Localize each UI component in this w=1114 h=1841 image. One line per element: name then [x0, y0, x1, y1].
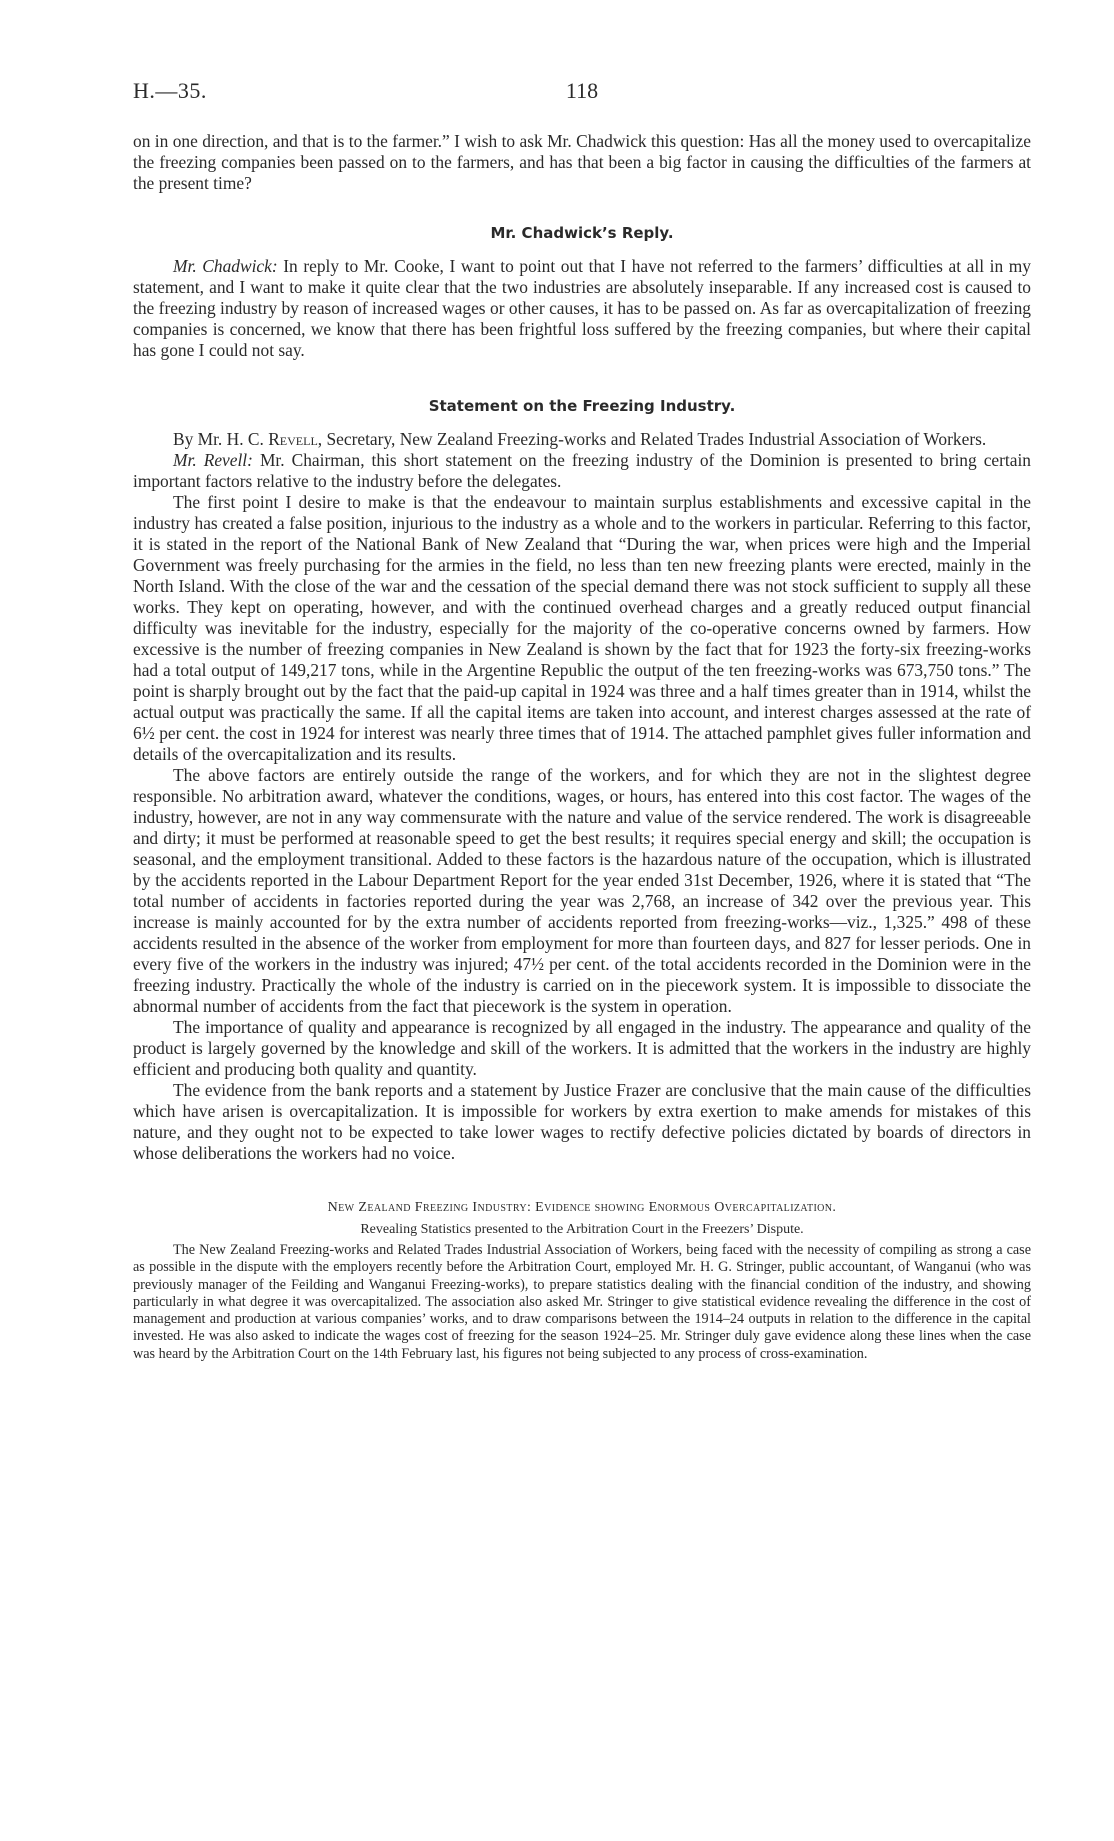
statement-heading: Statement on the Freezing Industry. — [428, 397, 736, 415]
reply-speaker: Mr. Chadwick: — [173, 256, 278, 276]
reply-paragraph — [133, 256, 1031, 361]
intro-paragraph: on in one direction, and that is to the farmer.” I wish to ask Mr. Chadwick this question: Has all the money used to overcapitalize the freezing companies been passed on to the farmers, and has that been a big factor in causing the difficulties of the farmers at the present time? — [133, 131, 1031, 193]
evidence-paragraph: The New Zealand Freezing-works and Related Trades Industrial Association of Workers, being faced with the necessity of compiling as strong a case as possible in the dispute with the employers recently before the Arbitration Court, employed Mr. H. G. Stringer, public accountant, of Wanganui (who was previously manager of the Feilding and Wanganui Freezing-works), to prepare statistics dealing with the financial condition of the industry, and showing particularly in what degree it was overcapitalized. The association also asked Mr. Stringer to give statistical evidence revealing the difference in the cost of management and production at various companies’ works, and to draw comparisons between the 1914–24 outputs in relation to the difference in the capital invested. He was also asked to indicate the wages cost of freezing for the season 1924–25. Mr. Stringer duly gave evidence along these lines when the case was heard by the Arbitration Court on the 14th February last, his figures not being subjected to any process of cross-examination. — [133, 1242, 1031, 1362]
statement-byline — [133, 429, 1031, 450]
byline-name: Revell — [268, 429, 318, 449]
reply-heading: Mr. Chadwick’s Reply. — [490, 224, 674, 242]
page-header — [133, 78, 1031, 108]
byline-suffix: , Secretary, New Zealand Freezing-works and Related Trades Industrial Association of Workers. — [317, 429, 987, 449]
page-content — [133, 131, 1031, 1363]
statement-opening-text: Mr. Chairman, this short statement on the freezing industry of the Dominion is presented to bring certain important factors relative to the industry before the delegates. — [133, 450, 1031, 491]
statement-paragraph: The first point I desire to make is that the endeavour to maintain surplus establishments and excessive capital in the industry has created a false position, injurious to the industry as a whole and to the workers in particular. Referring to this factor, it is stated in the report of the National Bank of New Zealand that “During the war, when prices were high and the Imperial Government was freely purchasing for the armies in the field, no less than ten new freezing plants were erected, mainly in the North Island. With the close of the war and the cessation of the special demand there was not stock sufficient to supply all these works. They kept on operating, however, and with the continued overhead charges and a greatly reduced output financial difficulty was inevitable for the industry, especially for the majority of the co-operative concerns owned by farmers. How excessive is the number of freezing companies in New Zealand is shown by the fact that for 1923 the forty-six freezing-works had a total output of 149,217 tons, while in the Argentine Republic the output of the ten freezing-works was 673,750 tons.” The point is sharply brought out by the fact that the paid-up capital in 1924 was three and a half times greater than in 1914, whilst the actual output was practically the same. If all the capital items are taken into account, and interest charges assessed at the rate of 6½ per cent. the cost in 1924 for interest was nearly three times that of 1914. The attached pamphlet gives fuller information and details of the overcapitalization and its results. — [133, 492, 1031, 764]
document-reference: H.—35. — [133, 78, 207, 103]
byline-prefix: By Mr. H. C. — [173, 429, 269, 449]
statement-opening — [133, 450, 1031, 492]
reply-text: In reply to Mr. Cooke, I want to point out that I have not referred to the farmers’ difficulties at all in my statement, and I want to make it quite clear that the two industries are absolutely inseparable. If any increased cost is caused to the freezing industry by reason of increased wages or other causes, it has to be passed on. As far as overcapitalization of freezing companies is concerned, we know that there has been frightful loss suffered by the freezing companies, but where their capital has gone I could not say. — [133, 256, 1031, 360]
page-number: 118 — [565, 78, 599, 103]
statement-paragraph: The importance of quality and appearance is recognized by all engaged in the industry. The appearance and quality of the product is largely governed by the knowledge and skill of the workers. It is admitted that the workers in the industry are highly efficient and producing both quality and quantity. — [133, 1017, 1031, 1079]
evidence-subtitle: Revealing Statistics presented to the Arbitration Court in the Freezers’ Dispute. — [360, 1222, 804, 1237]
statement-paragraph: The above factors are entirely outside the range of the workers, and for which they are not in the slightest degree responsible. No arbitration award, whatever the conditions, wages, or hours, has entered into this cost factor. The wages of the industry, however, are not in any way commensurate with the nature and value of the service rendered. The work is disagreeable and dirty; it must be performed at reasonable speed to get the best results; it requires special energy and skill; the occupation is seasonal, and the employment transitional. Added to these factors is the hazardous nature of the occupation, which is illustrated by the accidents reported in the Labour Department Report for the year ended 31st December, 1926, where it is stated that “The total number of accidents in factories reported during the year was 2,768, an increase of 342 over the previous year. This increase is mainly accounted for by the extra number of accidents reported from freezing-works—viz., 1,325.” 498 of these accidents resulted in the absence of the worker from employment for more than fourteen days, and 827 for lesser periods. One in every five of the workers in the industry was injured; 47½ per cent. of the total accidents recorded in the Dominion were in the freezing industry. Practically the whole of the industry is carried on in the piecework system. It is impossible to dissociate the abnormal number of accidents from the fact that piecework is the system in operation. — [133, 765, 1031, 1016]
statement-speaker: Mr. Revell: — [173, 450, 253, 470]
evidence-title: New Zealand Freezing Industry: Evidence showing Enormous Overcapitalization. — [327, 1200, 837, 1215]
statement-paragraph: The evidence from the bank reports and a statement by Justice Frazer are conclusive that the main cause of the difficulties which have arisen is overcapitalization. It is impossible for workers by extra exertion to make amends for mistakes of this nature, and they ought not to be expected to take lower wages to rectify defective policies dictated by boards of directors in whose deliberations the workers had no voice. — [133, 1080, 1031, 1163]
